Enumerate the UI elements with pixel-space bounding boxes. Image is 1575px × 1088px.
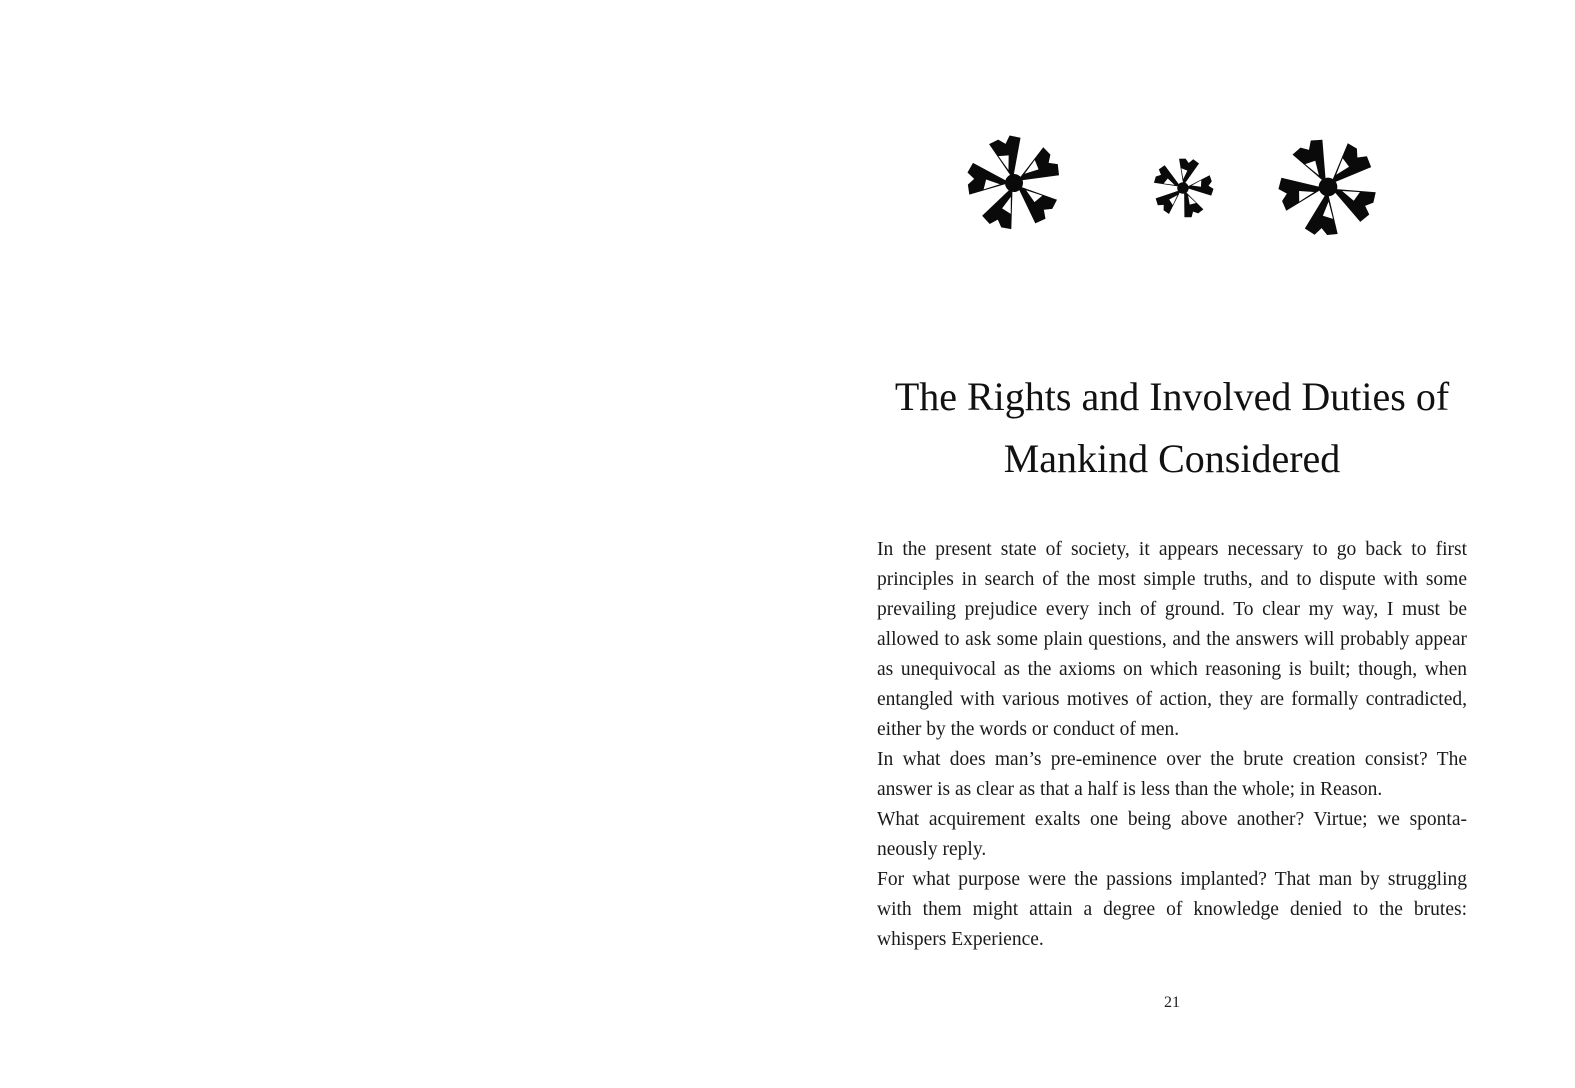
- flower-ornament-icon: [1276, 135, 1380, 239]
- body-text: [877, 535, 1467, 955]
- paragraph: In the present state of society, it appears necessary to go back to first principles in search of the most simple truths, and to dispute with some prevailing prejudice every inch of ground. To clear my way, I must be allowed to ask some plain questions, and the answers will probably appear as unequivocal as the axioms on which reasoning is built; though, when entangled with various motives of action, they are formally contradicted, either by the words or conduct of men.: [877, 539, 1467, 740]
- left-page-blank: [0, 0, 787, 1088]
- flower-ornament-icon: [1151, 156, 1215, 220]
- paragraph: In what does man’s pre-eminence over the brute creation consist? The answer is as clear as that a half is less than the whole; in Reason.: [877, 749, 1467, 800]
- page-number: 21: [1164, 994, 1180, 1011]
- paragraph: For what purpose were the passions implanted? That man by struggling with them might attain a degree of knowledge denied to the brutes: whispers Experience.: [877, 869, 1467, 950]
- chapter-title-line-2: Mankind Considered: [1003, 436, 1341, 481]
- flower-ornament-icon: [964, 133, 1064, 233]
- chapter-title-line-1: The Rights and Involved Duties of: [894, 374, 1450, 419]
- right-page: [787, 0, 1575, 1088]
- chapter-title: [847, 366, 1497, 490]
- paragraph: What acquirement exalts one being above another? Virtue; we sponta-neously reply.: [877, 809, 1467, 860]
